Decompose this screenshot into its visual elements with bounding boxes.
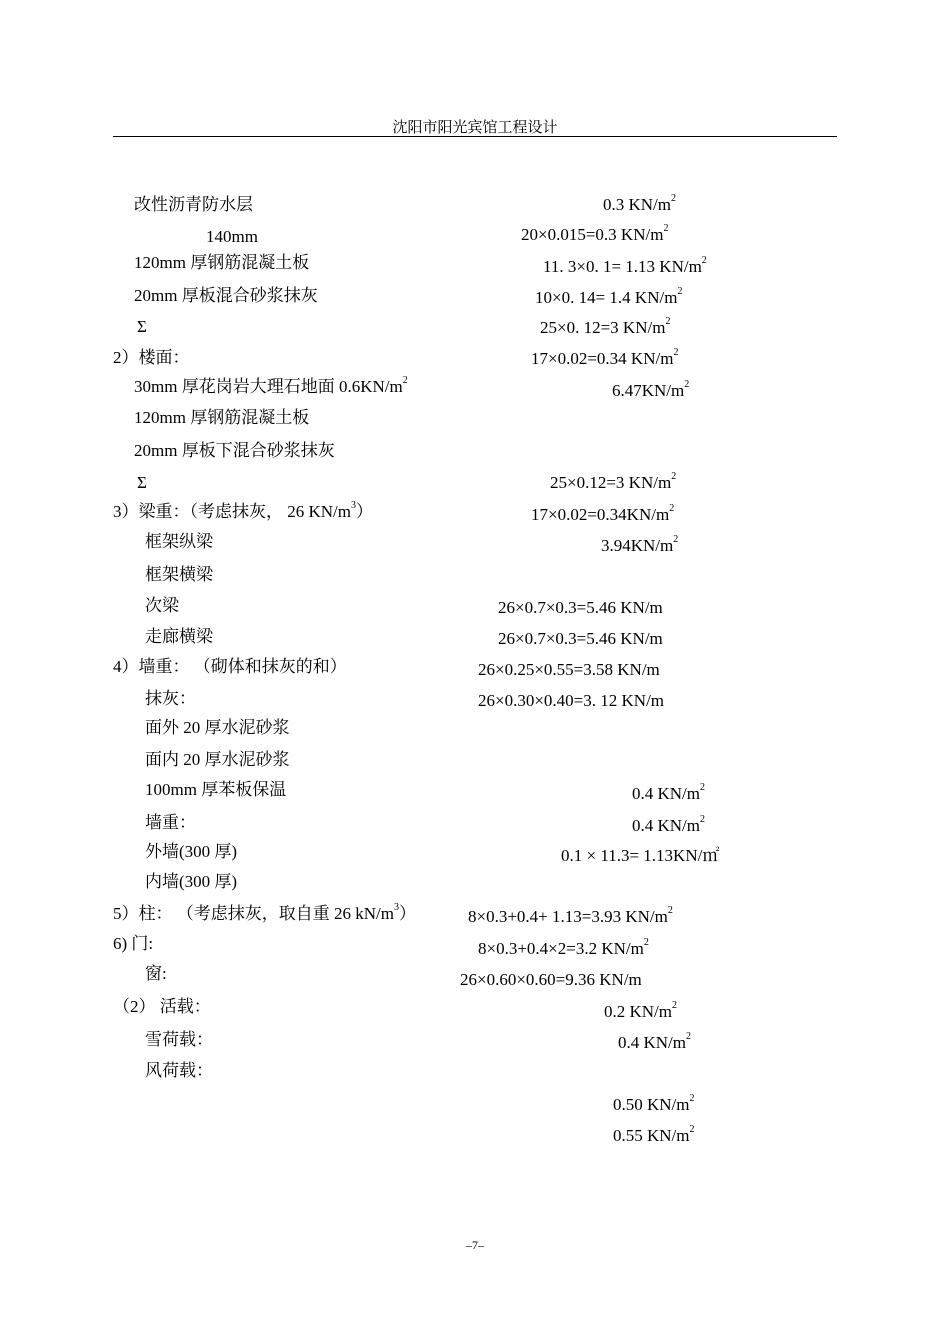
item-line-25: 6) 门:: [113, 934, 154, 953]
item-line-9: 20mm 厚板下混合砂浆抹灰: [134, 441, 335, 460]
item-line-18: 面外 20 厚水泥砂浆: [145, 718, 290, 737]
value-line-11: 26×0.7×0.3=5.46 KN/m: [498, 598, 663, 617]
item-line-22: 外墙(300 厚): [145, 842, 238, 861]
item-line-14: 次梁: [145, 596, 179, 615]
header-rule: [113, 136, 837, 137]
item-line-5: Σ: [137, 317, 147, 336]
value-line-16: 0.4 $KN/m^2$: [632, 814, 705, 835]
value-line-17: 0.1 × 11.3= 1.13KN/㎡: [561, 846, 720, 865]
value-line-21: 0.2 $KN/m^2$: [604, 1000, 677, 1021]
value-line-23: 0.50 $KN/m^2$: [613, 1093, 695, 1114]
item-line-1: 改性沥青防水层: [134, 195, 253, 214]
item-line-21: 墙重：: [145, 813, 196, 832]
item-line-15: 走廊横梁: [145, 627, 213, 646]
running-header: 沈阳市阳光宾馆工程设计: [392, 120, 558, 136]
item-line-2: 140mm: [206, 227, 258, 246]
value-line-9: $17\times 0.02=0.34KN/m^2$: [531, 503, 675, 524]
item-line-19: 面内 20 厚水泥砂浆: [145, 750, 290, 769]
item-line-28: 雪荷载：: [145, 1030, 213, 1049]
value-line-22: 0.4 $KN/m^2$: [618, 1031, 691, 1052]
value-line-2: 20×0.015=0.3 $KN/m^2$: [521, 223, 669, 244]
value-line-1: 0.3 $KN/m^2$: [603, 193, 676, 214]
value-line-13: 26×0.25×0.55=3.58 KN/m: [478, 660, 660, 679]
value-line-5: 25×0. 12=3 $KN/m^2$: [540, 316, 671, 337]
item-line-17: 抹灰：: [145, 689, 196, 708]
value-line-15: 0.4 $KN/m^2$: [632, 782, 705, 803]
item-line-13: 框架横梁: [145, 565, 213, 584]
value-line-18: 8×0.3+0.4+ 1.13=3.93 $KN/m^2$: [468, 905, 673, 926]
item-line-20: 100mm 厚苯板保温: [145, 780, 287, 799]
item-line-23: 内墙(300 厚): [145, 872, 238, 891]
value-line-14: 26×0.30×0.40=3. 12 KN/m: [478, 691, 665, 710]
value-line-6: 17×0.02=0.34 $KN/m^2$: [531, 347, 679, 368]
item-line-3: 120mm 厚钢筋混凝土板: [134, 253, 310, 272]
item-line-7: 30mm 厚花岗岩大理石地面 $0.6KN/m^2$: [134, 375, 408, 396]
item-line-10: Σ: [137, 473, 147, 492]
value-line-12: 26×0.7×0.3=5.46 KN/m: [498, 629, 663, 648]
item-line-12: 框架纵梁: [145, 532, 213, 551]
page-number: –7–: [466, 1238, 484, 1252]
item-line-26: 窗:: [145, 964, 167, 983]
item-line-29: 风荷载：: [145, 1061, 213, 1080]
value-line-20: 26×0.60×0.60=9.36 KN/m: [460, 970, 642, 989]
value-line-3: 11. 3×0. 1= 1.13 $KN/m^2$: [543, 255, 707, 276]
value-line-24: 0.55 $KN/m^2$: [613, 1124, 695, 1145]
item-line-27: （2） 活载：: [113, 997, 211, 1016]
value-line-7: $6.47KN/m^2$: [612, 379, 690, 400]
value-line-10: $3.94KN/m^2$: [601, 534, 679, 555]
item-line-6: 2）楼面：: [113, 348, 190, 367]
item-line-4: 20mm 厚板混合砂浆抹灰: [134, 286, 318, 305]
value-line-8: 25×0.12=3 $KN/m^2$: [550, 471, 677, 492]
item-line-11: 3）梁重：（考虑抹灰， 26 $KN/m^3$）: [113, 500, 373, 521]
item-line-16: 4）墙重： （砌体和抹灰的和）: [113, 657, 347, 676]
value-line-19: 8×0.3+0.4×2=3.2 $KN/m^2$: [478, 937, 649, 958]
item-line-8: 120mm 厚钢筋混凝土板: [134, 408, 310, 427]
value-line-4: 10×0. 14= 1.4 $KN/m^2$: [535, 286, 683, 307]
item-line-24: 5）柱： （考虑抹灰，取自重 26 $kN/m^3$）: [113, 902, 416, 923]
